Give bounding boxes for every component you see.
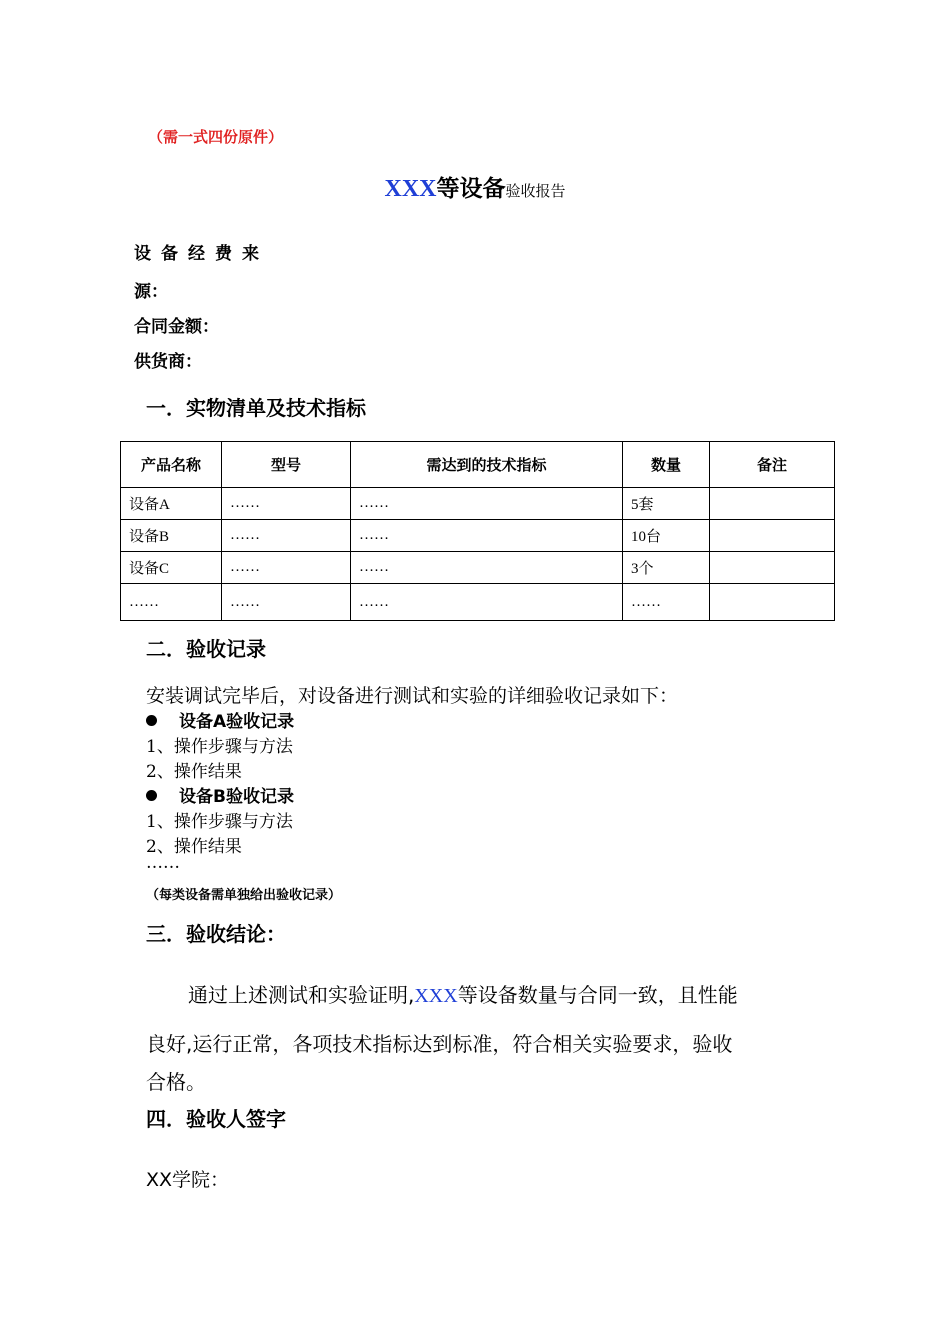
conclusion-line-2: 良好,运行正常，各项技术指标达到标准，符合相关实验要求，验收 xyxy=(146,1032,733,1056)
step-methods: 1、操作步骤与方法 xyxy=(146,737,293,757)
funding-label-cont: 源： xyxy=(134,282,168,302)
table-cell: …… xyxy=(623,584,710,621)
table-cell: …… xyxy=(222,552,351,584)
table-cell: …… xyxy=(121,584,222,621)
step-results: 2、操作结果 xyxy=(146,837,242,857)
device-b-record-label: 设备B验收记录 xyxy=(179,787,294,807)
supplier-label: 供货商： xyxy=(134,352,202,372)
table-cell: …… xyxy=(222,520,351,552)
table-cell xyxy=(710,552,835,584)
section-signature: 四．验收人签字 xyxy=(146,1107,286,1131)
records-intro: 安装调试完毕后，对设备进行测试和实验的详细验收记录如下： xyxy=(146,685,679,707)
table-row xyxy=(121,552,835,584)
step-methods: 1、操作步骤与方法 xyxy=(146,812,293,832)
section-records: 二．验收记录 xyxy=(146,637,266,661)
table-cell: 设备B xyxy=(121,520,222,552)
college-signature-label: XX学院： xyxy=(146,1169,230,1191)
conclusion-text: 通过上述测试和实验证明, xyxy=(188,983,415,1007)
step-results: 2、操作结果 xyxy=(146,762,242,782)
table-cell: 5套 xyxy=(623,488,710,520)
table-cell: 设备C xyxy=(121,552,222,584)
table-row xyxy=(121,520,835,552)
conclusion-line-3: 合格。 xyxy=(146,1070,206,1094)
conclusion-xxx: XXX xyxy=(414,985,458,1007)
funding-label: 设备经费来 xyxy=(134,244,269,264)
title-prefix: XXX xyxy=(384,176,437,202)
table-header: 产品名称 xyxy=(121,442,222,488)
table-cell: …… xyxy=(222,488,351,520)
table-cell xyxy=(710,584,835,621)
table-header: 数量 xyxy=(623,442,710,488)
page-title xyxy=(0,170,950,203)
bullet-icon xyxy=(146,790,157,801)
records-ellipsis: …… xyxy=(146,853,180,873)
device-a-record-heading xyxy=(146,707,294,732)
conclusion-text: 等设备数量与合同一致，且性能 xyxy=(457,983,738,1007)
table-cell: 10台 xyxy=(623,520,710,552)
copies-note: （需一式四份原件） xyxy=(148,128,284,146)
table-cell xyxy=(710,488,835,520)
table-header: 备注 xyxy=(710,442,835,488)
title-suffix: 验收报告 xyxy=(505,182,566,200)
table-cell xyxy=(710,520,835,552)
section-conclusion: 三．验收结论： xyxy=(146,922,286,946)
records-note: （每类设备需单独给出验收记录） xyxy=(146,888,342,903)
table-cell: …… xyxy=(222,584,351,621)
table-cell: …… xyxy=(351,552,623,584)
table-header-row xyxy=(121,442,835,488)
table-row xyxy=(121,488,835,520)
bullet-icon xyxy=(146,715,157,726)
contract-amount-label: 合同金额： xyxy=(134,317,219,337)
section-inventory: 一．实物清单及技术指标 xyxy=(146,396,366,420)
table-cell: 设备A xyxy=(121,488,222,520)
table-cell: …… xyxy=(351,584,623,621)
title-main: 等设备 xyxy=(436,176,506,202)
table-cell: …… xyxy=(351,488,623,520)
table-header: 需达到的技术指标 xyxy=(351,442,623,488)
table-cell: …… xyxy=(351,520,623,552)
table-cell: 3个 xyxy=(623,552,710,584)
table-header: 型号 xyxy=(222,442,351,488)
device-a-record-label: 设备A验收记录 xyxy=(179,712,295,732)
inventory-table xyxy=(120,441,835,621)
conclusion-line-1 xyxy=(188,979,738,1008)
table-row xyxy=(121,584,835,621)
device-b-record-heading xyxy=(146,782,294,807)
